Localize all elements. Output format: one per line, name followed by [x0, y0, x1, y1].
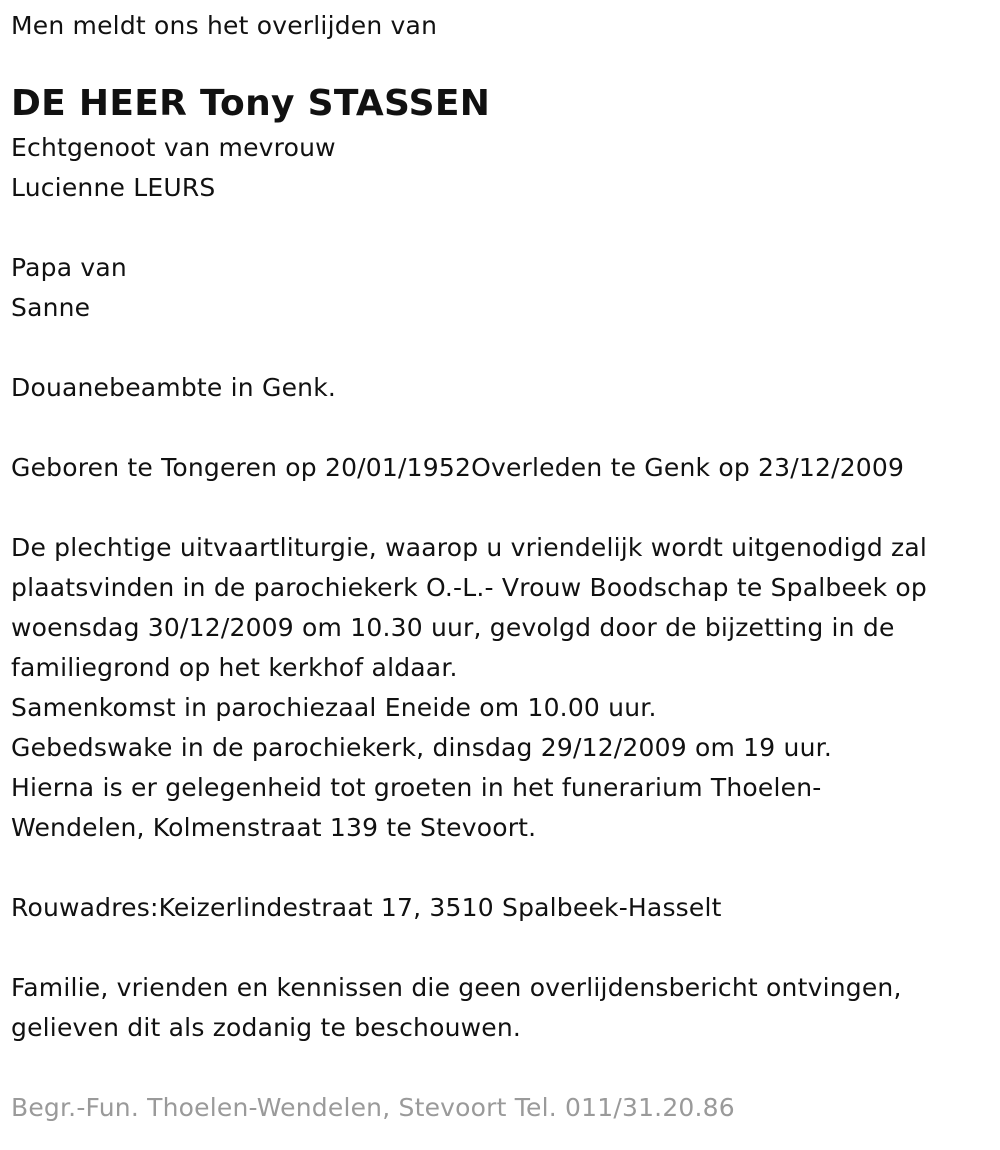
spacer — [11, 208, 991, 248]
ceremony-line: Gebedswake in de parochiekerk, dinsdag 29/12/2009 om 19 uur. — [11, 733, 832, 762]
spouse-line-1: Echtgenoot van mevrouw — [11, 133, 336, 162]
obituary-notice — [11, 0, 991, 1128]
ceremony-line: woensdag 30/12/2009 om 10.30 uur, gevolgd door de bijzetting in de — [11, 613, 895, 642]
spouse-line-2: Lucienne LEURS — [11, 173, 216, 202]
spacer — [11, 408, 991, 448]
ceremony-line: familiegrond op het kerkhof aldaar. — [11, 653, 458, 682]
spacer — [11, 928, 991, 968]
spacer — [11, 1048, 991, 1088]
birth-death-text: Geboren te Tongeren op 20/01/1952Overleden te Genk op 23/12/2009 — [11, 453, 905, 482]
mourning-address: Rouwadres:Keizerlindestraat 17, 3510 Spalbeek-Hasselt — [11, 893, 722, 922]
funeral-home-footer: Begr.-Fun. Thoelen-Wendelen, Stevoort Tel. 011/31.20.86 — [11, 1093, 735, 1122]
ceremony-line: Samenkomst in parochiezaal Eneide om 10.00 uur. — [11, 693, 657, 722]
ceremony-line: Hierna is er gelegenheid tot groeten in het funerarium Thoelen- — [11, 773, 822, 802]
ceremony-block — [11, 528, 991, 848]
notice-line: Familie, vrienden en kennissen die geen overlijdensbericht ontvingen, — [11, 973, 902, 1002]
spacer — [11, 848, 991, 888]
ceremony-line: plaatsvinden in de parochiekerk O.-L.- Vrouw Boodschap te Spalbeek op — [11, 573, 927, 602]
spacer — [11, 328, 991, 368]
ceremony-line: De plechtige uitvaartliturgie, waarop u vriendelijk wordt uitgenodigd zal — [11, 533, 928, 562]
deceased-name: DE HEER Tony STASSEN — [11, 83, 491, 124]
spacer — [11, 488, 991, 528]
children-line-1: Papa van — [11, 253, 127, 282]
notice-line: gelieven dit als zodanig te beschouwen. — [11, 1013, 522, 1042]
occupation-text: Douanebeambte in Genk. — [11, 373, 337, 402]
intro-text: Men meldt ons het overlijden van — [11, 11, 438, 40]
ceremony-line: Wendelen, Kolmenstraat 139 te Stevoort. — [11, 813, 537, 842]
notice-block — [11, 968, 991, 1048]
children-line-2: Sanne — [11, 293, 91, 322]
